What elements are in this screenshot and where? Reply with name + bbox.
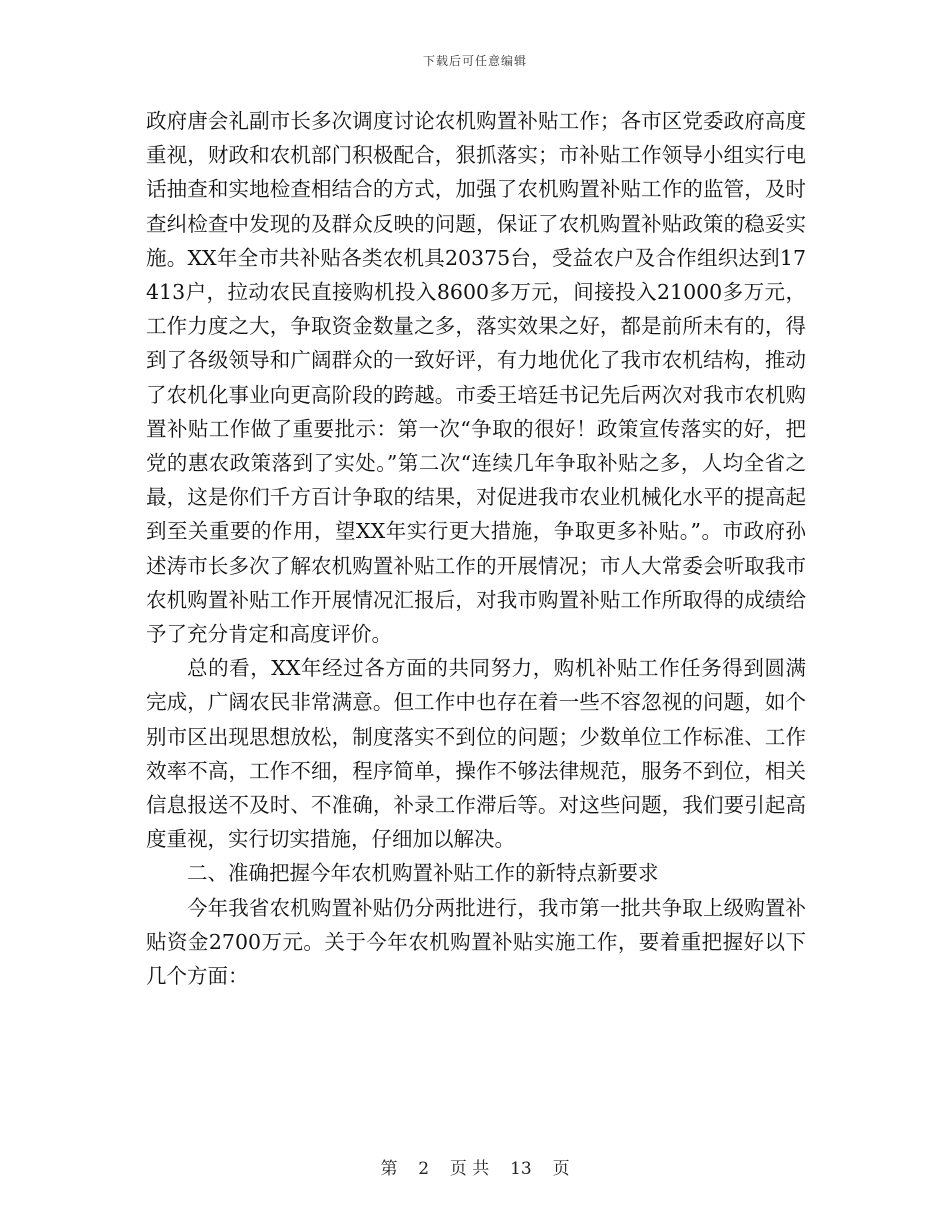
document-body [146,104,806,993]
header-note: 下载后可任意编辑 [422,54,527,68]
page-number: 2 [418,1159,430,1179]
body-paragraph-3: 今年我省农机购置补贴仍分两批进行，我市第一批共争取上级购置补贴资金2700万元。关于今年农机购置补贴实施工作，要着重把握好以下几个方面： [146,895,806,989]
page-label-mid: 页 共 [449,1159,490,1179]
page-footer [0,1154,950,1179]
body-paragraph-1: 政府唐会礼副市长多次调度讨论农机购置补贴工作；各市区党委政府高度重视，财政和农机部门积极配合，狠抓落实；市补贴工作领导小组实行电话抽查和实地检查相结合的方式，加强了农机购置补贴工作的监管，及时查纠检查中发现的及群众反映的问题，保证了农机购置补贴政策的稳妥实施。XX年全市共补贴各类农机具20375台，受益农户及合作组织达到17413户，拉动农民直接购机投入8600多万元，间接投入21000多万元，工作力度之大，争取资金数量之多，落实效果之好，都是前所未有的，得到了各级领导和广阔群众的一致好评，有力地优化了我市农机结构，推动了农机化事业向更高阶段的跨越。市委王培廷书记先后两次对我市农机购置补贴工作做了重要批示：第一次“争取的很好！政策宣传落实的好，把党的惠农政策落到了实处。”第二次“连续几年争取补贴之多，人均全省之最，这是你们千方百计争取的结果，对促进我市农业机械化水平的提高起到至关重要的作用，望XX年实行更大措施，争取更多补贴。”。市政府孙述涛市长多次了解农机购置补贴工作的开展情况；市人大常委会听取我市农机购置补贴工作开展情况汇报后，对我市购置补贴工作所取得的成绩给予了充分肯定和高度评价。 [146,109,806,647]
section-heading: 二、准确把握今年农机购置补贴工作的新特点新要求 [187,861,659,886]
page-total: 13 [510,1159,532,1179]
body-paragraph-2: 总的看，XX年经过各方面的共同努力，购机补贴工作任务得到圆满完成，广阔农民非常满意。但工作中也存在着一些不容忽视的问题，如个别市区出现思想放松，制度落实不到位的问题；少数单位工作标准、工作效率不高，工作不细，程序简单，操作不够法律规范，服务不到位，相关信息报送不及时、不准确，补录工作滞后等。对这些问题，我们要引起高度重视，实行切实措施，仔细加以解决。 [146,656,806,852]
page-label-prefix: 第 [380,1159,398,1179]
page-label-suffix: 页 [552,1159,570,1179]
